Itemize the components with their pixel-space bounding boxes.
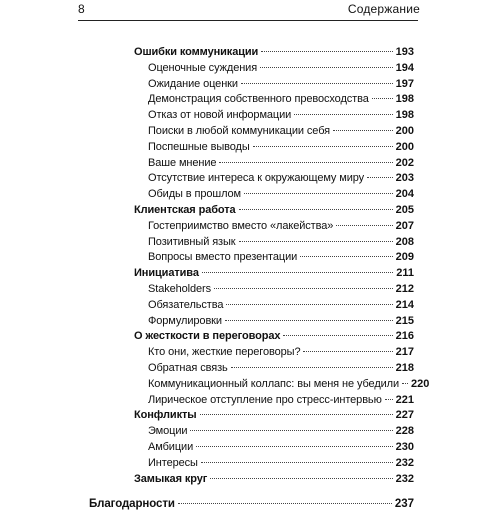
toc-entry-title: Конфликты [134, 409, 197, 422]
toc-entry-page: 227 [395, 409, 414, 422]
toc-subentry [148, 455, 414, 471]
dot-leader [190, 430, 392, 431]
toc-entry-title: Поиски в любой коммуникации себя [148, 125, 331, 137]
toc-entry-title: Ваше мнение [148, 156, 217, 169]
toc-entry-title: Кто они, жесткие переговоры? [148, 346, 301, 359]
toc-subentry [148, 139, 414, 155]
toc-section-entry [134, 407, 414, 423]
toc-entry-title: Демонстрация собственного превосходства [148, 93, 369, 106]
toc-entry-title: Отсутствие интереса к окружающему миру [148, 172, 365, 185]
toc-entry-title: Поспешные выводы [148, 140, 250, 153]
toc-entry-title: Отказ от новой информации [148, 109, 292, 122]
toc-entry-title: О жесткости в переговорах [134, 330, 281, 343]
toc-subentry [148, 249, 414, 265]
toc-entry-title: Обратная связь [148, 362, 228, 374]
dot-leader [196, 446, 393, 447]
toc-entry-title: Stakeholders [148, 283, 212, 295]
toc-subentry [148, 107, 414, 123]
toc-entry-title: Амбиции [148, 441, 194, 453]
toc-section-entry [134, 44, 414, 60]
toc-entry-page: 202 [395, 156, 414, 169]
dot-leader [201, 462, 393, 463]
toc-entry-page: 228 [395, 425, 414, 438]
toc-entry-page: 212 [395, 283, 414, 295]
toc-entry-page: 216 [395, 330, 414, 343]
page-number: 8 [78, 2, 85, 16]
toc-entry-page: 198 [395, 93, 414, 106]
toc-subentry [148, 60, 414, 76]
toc-entry-page: 230 [395, 441, 414, 453]
toc-subentry [148, 123, 414, 139]
toc-entry-page: 214 [395, 298, 414, 311]
dot-leader [303, 351, 392, 352]
toc-entry-page: 200 [395, 140, 414, 153]
toc-subentry [148, 439, 414, 455]
toc-entry-page: 220 [411, 377, 430, 390]
toc-entry-title: Интересы [148, 456, 198, 469]
toc-subentry [148, 155, 414, 171]
dot-leader [178, 503, 392, 504]
toc-entry-title: Замыкая круг [134, 472, 208, 485]
toc-subentry [148, 297, 414, 313]
toc-entry-title: Клиентская работа [134, 204, 236, 216]
dot-leader [200, 414, 393, 415]
toc-subentry [148, 376, 430, 392]
dot-leader [239, 241, 393, 242]
dot-leader [333, 130, 393, 131]
dot-leader [239, 209, 393, 210]
toc-entry-page: 208 [395, 235, 414, 248]
toc-top-entry [89, 496, 414, 512]
toc-entry-title: Инициатива [134, 267, 199, 280]
dot-leader [231, 367, 393, 368]
dot-leader [241, 83, 393, 84]
dot-leader [385, 399, 393, 400]
dot-leader [202, 272, 393, 273]
toc-subentry [148, 218, 414, 234]
toc-entry-page: 200 [395, 125, 414, 137]
toc-subentry [148, 91, 414, 107]
toc-subentry [148, 234, 414, 250]
toc-entry-title: Лирическое отступление про стресс-интервью [148, 393, 382, 406]
dot-leader [260, 67, 393, 68]
toc-entry-page: 209 [395, 251, 414, 264]
toc-entry-page: 221 [395, 393, 414, 406]
dot-leader [225, 320, 393, 321]
dot-leader [253, 146, 393, 147]
toc-entry-page: 211 [396, 267, 414, 280]
toc-subentry [148, 281, 414, 297]
toc-entry-title: Формулировки [148, 314, 222, 327]
toc-entry-title: Благодарности [89, 498, 175, 511]
toc-entry-title: Ожидание оценки [148, 77, 238, 90]
toc-entry-page: 232 [395, 472, 414, 485]
toc-entry-page: 197 [395, 77, 414, 90]
dot-leader [214, 288, 393, 289]
dot-leader [244, 193, 393, 194]
toc-entry-page: 194 [395, 61, 414, 74]
toc-entry-title: Эмоции [148, 425, 188, 438]
toc-entry-page: 203 [395, 172, 414, 185]
toc-entry-page: 237 [394, 498, 414, 511]
toc-entry-page: 207 [395, 219, 414, 232]
toc-subentry [148, 186, 414, 202]
dot-leader [300, 256, 392, 257]
dot-leader [294, 114, 392, 115]
toc-subentry [148, 313, 414, 329]
toc-section-entry [134, 328, 414, 344]
toc-entry-title: Обиды в прошлом [148, 188, 242, 201]
dot-leader [283, 335, 392, 336]
toc-entry-page: 218 [395, 362, 414, 374]
toc-entry-title: Вопросы вместо презентации [148, 251, 298, 264]
toc-entry-page: 217 [395, 346, 414, 359]
toc-subentry [148, 344, 414, 360]
toc-entry-title: Коммуникационный коллапс: вы меня не убедили [148, 377, 400, 390]
toc-entry-title: Оценочные суждения [148, 61, 258, 74]
dot-leader [372, 98, 393, 99]
toc-entry-title: Гостеприимство вместо «лакейства» [148, 219, 334, 232]
toc-entry-page: 232 [395, 456, 414, 469]
toc-entry-page: 204 [395, 188, 414, 201]
toc-section-entry [134, 265, 414, 281]
toc-entry-page: 205 [395, 204, 414, 216]
dot-leader [210, 478, 392, 479]
dot-leader [367, 177, 393, 178]
toc-entry-title: Позитивный язык [148, 235, 236, 248]
toc-entry-page: 193 [395, 46, 414, 58]
toc-section-entry [134, 202, 414, 218]
dot-leader [226, 304, 392, 305]
toc-entry-page: 215 [395, 314, 414, 327]
dot-leader [336, 225, 392, 226]
toc-entry-title: Ошибки коммуникации [134, 46, 259, 58]
toc-subentry [148, 170, 414, 186]
running-title: Содержание [347, 2, 420, 16]
toc-subentry [148, 423, 414, 439]
toc-entry-page: 198 [395, 109, 414, 122]
dot-leader [219, 162, 392, 163]
toc-subentry [148, 76, 414, 92]
toc-subentry [148, 392, 414, 408]
toc-subentry [148, 360, 414, 376]
dot-leader [402, 383, 408, 384]
toc-section-entry [134, 471, 414, 487]
toc-entry-title: Обязательства [148, 298, 224, 311]
dot-leader [261, 51, 392, 52]
